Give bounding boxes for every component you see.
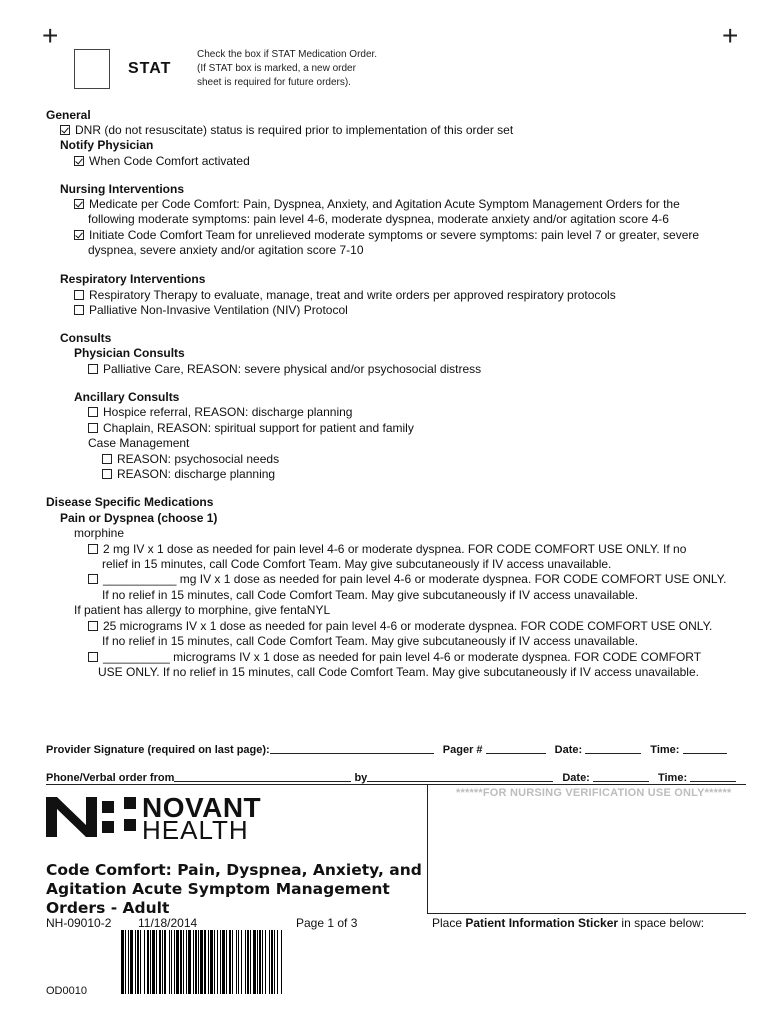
checkbox-unchecked-icon[interactable] [88, 574, 98, 584]
barcode-bar [282, 930, 284, 994]
section-respiratory: Respiratory Interventions [60, 272, 206, 286]
form-date: 11/18/2014 [138, 916, 198, 930]
provider-signature-field[interactable] [270, 743, 434, 754]
divider-horizontal [46, 784, 746, 785]
checkbox-unchecked-icon[interactable] [74, 305, 84, 315]
sticker-instruction: Place Patient Information Sticker in space below: [432, 916, 705, 930]
novant-logo-mark-icon [46, 797, 118, 837]
morphine-option-2-cont: If no relief in 15 minutes, call Code Comfort Team. May give subcutaneously if IV access unavailable. [102, 588, 639, 602]
checkbox-unchecked-icon[interactable] [102, 454, 112, 464]
initiate-item: Initiate Code Comfort Team for unrelieved moderate symptoms or severe symptoms: pain level 7 or greater, severe [74, 228, 699, 244]
logo-bullet-icon [124, 797, 136, 809]
crop-mark-icon: + [722, 20, 739, 51]
physician-consults-heading: Physician Consults [74, 346, 185, 360]
logo-bullet-icon [124, 819, 136, 831]
phone-order-by-field[interactable] [367, 771, 553, 782]
phone-order-row: Phone/Verbal order from by Date: Time: [46, 771, 736, 784]
form-number: NH-09010-2 [46, 916, 112, 930]
checkbox-checked-icon[interactable] [74, 156, 84, 166]
section-general: General [46, 108, 91, 122]
phone-order-from-field[interactable] [174, 771, 351, 782]
initiate-item-cont: dyspnea, severe anxiety and/or agitation score 7-10 [88, 243, 364, 257]
section-nursing: Nursing Interventions [60, 182, 185, 196]
checkbox-checked-icon[interactable] [60, 125, 70, 135]
morphine-option-1: 2 mg IV x 1 dose as needed for pain level 4-6 or moderate dyspnea. FOR CODE COMFORT USE ONLY. If no [88, 542, 686, 558]
fentanyl-option-2: __________ micrograms IV x 1 dose as needed for pain level 4-6 or moderate dyspnea. FOR CODE COMFORT [88, 650, 701, 666]
checkbox-unchecked-icon[interactable] [88, 407, 98, 417]
checkbox-unchecked-icon[interactable] [88, 423, 98, 433]
checkbox-checked-icon[interactable] [74, 230, 84, 240]
morphine-heading: morphine [74, 526, 125, 540]
page-number: Page 1 of 3 [296, 916, 358, 930]
ancillary-consults-heading: Ancillary Consults [74, 390, 180, 404]
respiratory-therapy-item: Respiratory Therapy to evaluate, manage, treat and write orders per approved respiratory protocols [74, 288, 616, 304]
checkbox-unchecked-icon[interactable] [88, 544, 98, 554]
fentanyl-option-1-cont: If no relief in 15 minutes, call Code Comfort Team. May give subcutaneously if IV access unavailable. [102, 634, 639, 648]
section-consults: Consults [60, 331, 112, 345]
phone-date-field[interactable] [593, 771, 649, 782]
logo-health-text: HEALTH [142, 815, 249, 845]
notify-physician-heading: Notify Physician [60, 138, 154, 152]
crop-mark-icon: + [42, 20, 59, 51]
medicate-item: Medicate per Code Comfort: Pain, Dyspnea, Anxiety, and Agitation Acute Symptom Management Orders for the [74, 197, 680, 213]
checkbox-unchecked-icon[interactable] [74, 290, 84, 300]
case-management-heading: Case Management [88, 436, 190, 450]
divider-vertical [427, 784, 428, 914]
checkbox-unchecked-icon[interactable] [88, 652, 98, 662]
morphine-dose-field[interactable]: ___________ [103, 572, 177, 586]
section-disease-specific: Disease Specific Medications [46, 495, 214, 509]
barcode [121, 930, 284, 994]
niv-item: Palliative Non-Invasive Ventilation (NIV) Protocol [74, 303, 348, 319]
psychosocial-item: REASON: psychosocial needs [102, 452, 279, 468]
discharge-item: REASON: discharge planning [102, 467, 275, 483]
stat-note: Check the box if STAT Medication Order. (If STAT box is marked, a new order sheet is required for future orders). [197, 49, 378, 88]
code-comfort-item: When Code Comfort activated [74, 154, 250, 170]
morphine-option-2: ___________ mg IV x 1 dose as needed for pain level 4-6 or moderate dyspnea. FOR CODE COMFORT USE ONLY. [88, 572, 726, 588]
stat-checkbox[interactable] [74, 49, 110, 89]
fentanyl-option-2-cont: USE ONLY. If no relief in 15 minutes, call Code Comfort Team. May give subcutaneously if IV access unavailable. [98, 665, 699, 679]
sticker-divider [427, 913, 746, 914]
logo-novant-text: NOVANT [142, 792, 262, 823]
morphine-option-1-cont: relief in 15 minutes, call Code Comfort Team. May give subcutaneously if IV access unavailable. [102, 557, 612, 571]
pain-dyspnea-heading: Pain or Dyspnea (choose 1) [60, 511, 218, 525]
pager-field[interactable] [486, 743, 546, 754]
palliative-care-item: Palliative Care, REASON: severe physical and/or psychosocial distress [88, 362, 481, 378]
checkbox-unchecked-icon[interactable] [88, 621, 98, 631]
checkbox-unchecked-icon[interactable] [102, 469, 112, 479]
checkbox-unchecked-icon[interactable] [88, 364, 98, 374]
dnr-item: DNR (do not resuscitate) status is required prior to implementation of this order set [60, 123, 513, 139]
provider-signature-row: Provider Signature (required on last page): Pager # Date: Time: [46, 743, 727, 756]
nursing-verification-label: ******FOR NURSING VERIFICATION USE ONLY****** [456, 787, 732, 799]
checkbox-checked-icon[interactable] [74, 199, 84, 209]
form-code: OD0010 [46, 985, 87, 997]
hospice-item: Hospice referral, REASON: discharge planning [88, 405, 352, 421]
fentanyl-option-1: 25 micrograms IV x 1 dose as needed for pain level 4-6 or moderate dyspnea. FOR CODE COMFORT USE ONLY. [88, 619, 712, 635]
signature-date-field[interactable] [585, 743, 641, 754]
medicate-item-cont: following moderate symptoms: pain level 4-6, moderate dyspnea, moderate anxiety and/or agitation score 4-6 [88, 212, 669, 226]
form-title: Code Comfort: Pain, Dyspnea, Anxiety, and Agitation Acute Symptom Management Orders - Adult [46, 861, 422, 917]
phone-time-field[interactable] [690, 771, 736, 782]
signature-time-field[interactable] [683, 743, 727, 754]
stat-label: STAT [128, 60, 172, 77]
allergy-note: If patient has allergy to morphine, give fentaNYL [74, 603, 331, 617]
chaplain-item: Chaplain, REASON: spiritual support for patient and family [88, 421, 414, 437]
fentanyl-dose-field[interactable]: __________ [103, 650, 170, 664]
